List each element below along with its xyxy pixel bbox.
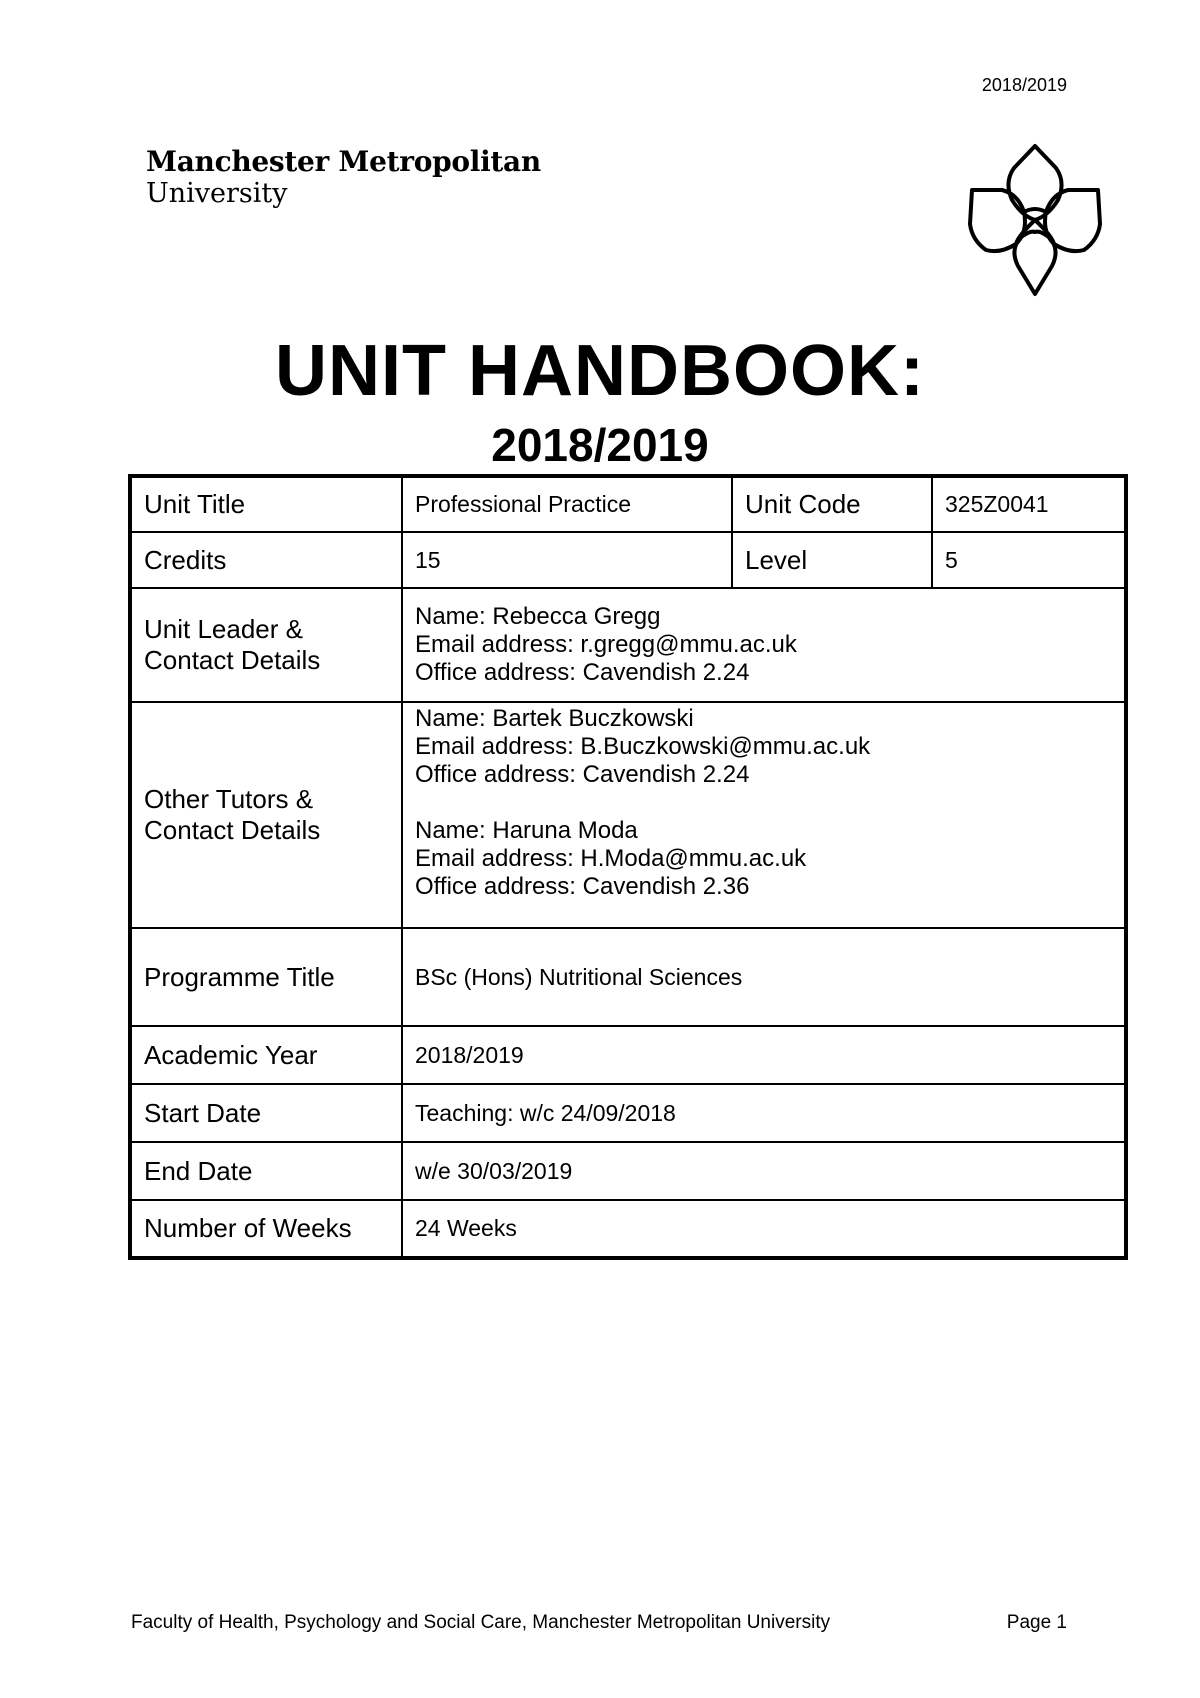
table-row: [130, 476, 1126, 532]
credits-value: 15: [402, 532, 732, 588]
unit-leader-label-line2: Contact Details: [144, 645, 321, 675]
leader-name: Name: Rebecca Gregg: [415, 603, 661, 630]
other-tutors-label: [130, 702, 402, 928]
start-date-value: Teaching: w/c 24/09/2018: [402, 1084, 1126, 1142]
unit-code-value: 325Z0041: [932, 476, 1126, 532]
end-date-value: w/e 30/03/2019: [402, 1142, 1126, 1200]
table-row: [130, 1200, 1126, 1258]
tutor-1-email: Email address: B.Buczkowski@mmu.ac.uk: [415, 733, 871, 760]
table-row: [130, 928, 1126, 1026]
number-of-weeks-label: Number of Weeks: [130, 1200, 402, 1258]
document-subtitle: 2018/2019: [491, 419, 709, 471]
table-row: [130, 1026, 1126, 1084]
credits-label: Credits: [130, 532, 402, 588]
tutor-2-name: Name: Haruna Moda: [415, 817, 638, 844]
table-row: [130, 702, 1126, 928]
programme-title-value: BSc (Hons) Nutritional Sciences: [402, 928, 1126, 1026]
mmu-trefoil-emblem-icon: [960, 140, 1110, 300]
footer-faculty: Faculty of Health, Psychology and Social Care, Manchester Metropolitan University: [131, 1612, 831, 1633]
tutor-spacer: [415, 789, 1112, 817]
table-row: [130, 588, 1126, 702]
other-tutors-details: [402, 702, 1126, 928]
table-row: [130, 1084, 1126, 1142]
table-row: [130, 1142, 1126, 1200]
document-title: UNIT HANDBOOK:: [275, 331, 925, 411]
tutor-1-name: Name: Bartek Buczkowski: [415, 705, 694, 732]
leader-office: Office address: Cavendish 2.24: [415, 659, 750, 686]
unit-leader-details: [402, 588, 1126, 702]
level-value: 5: [932, 532, 1126, 588]
academic-year-label: Academic Year: [130, 1026, 402, 1084]
level-label: Level: [732, 532, 932, 588]
university-logo: [146, 146, 541, 209]
unit-leader-label-line1: Unit Leader &: [144, 614, 303, 644]
unit-code-label: Unit Code: [732, 476, 932, 532]
end-date-label: End Date: [130, 1142, 402, 1200]
header-year: 2018/2019: [981, 75, 1067, 95]
other-tutors-label-line1: Other Tutors &: [144, 784, 314, 814]
tutor-2-email: Email address: H.Moda@mmu.ac.uk: [415, 845, 807, 872]
number-of-weeks-value: 24 Weeks: [402, 1200, 1126, 1258]
leader-email: Email address: r.gregg@mmu.ac.uk: [415, 631, 797, 658]
tutor-2-office: Office address: Cavendish 2.36: [415, 873, 750, 900]
logo-line-2: University: [146, 178, 288, 210]
tutor-1-office: Office address: Cavendish 2.24: [415, 761, 750, 788]
academic-year-value: 2018/2019: [402, 1026, 1126, 1084]
unit-info-table: [128, 474, 1128, 1260]
start-date-label: Start Date: [130, 1084, 402, 1142]
unit-leader-label: [130, 588, 402, 702]
footer-page-number: Page 1: [1006, 1612, 1067, 1633]
table-row: [130, 532, 1126, 588]
other-tutors-label-line2: Contact Details: [144, 815, 321, 845]
programme-title-label: Programme Title: [130, 928, 402, 1026]
logo-line-1: Manchester Metropolitan: [146, 145, 541, 178]
unit-title-value: Professional Practice: [402, 476, 732, 532]
unit-title-label: Unit Title: [130, 476, 402, 532]
